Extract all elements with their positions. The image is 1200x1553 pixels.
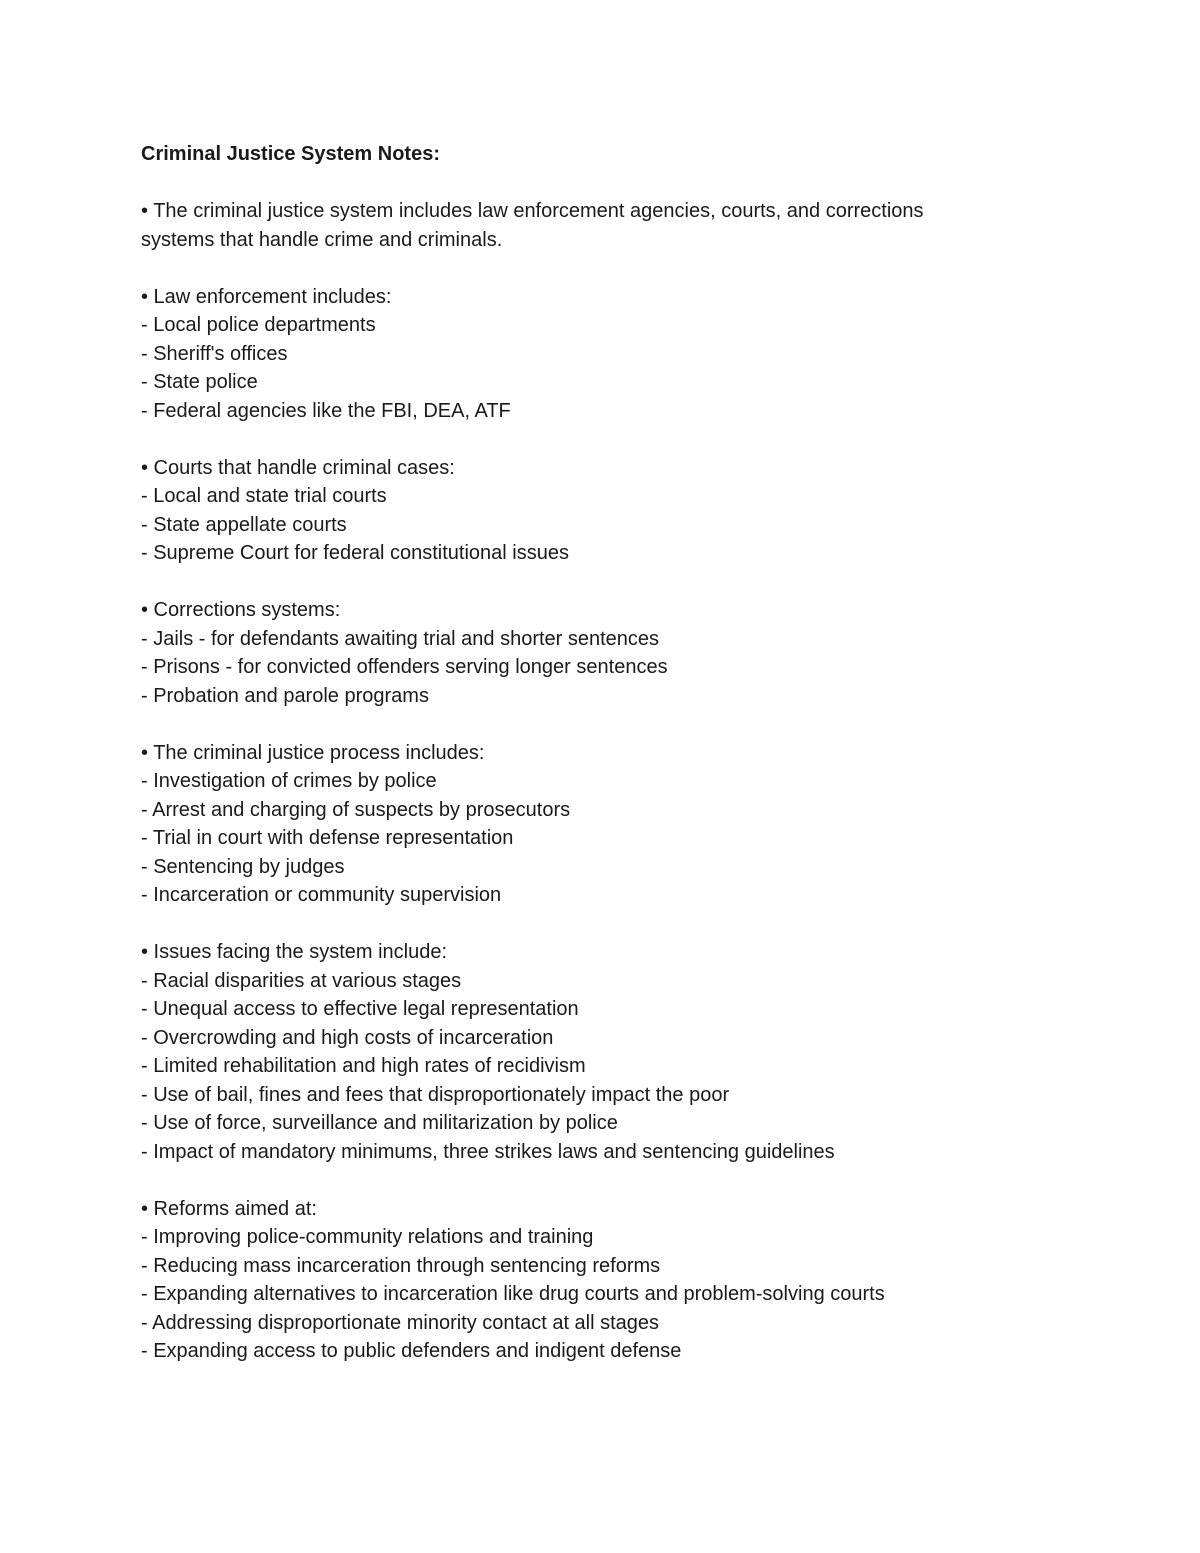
list-item: - Improving police-community relations and training — [141, 1226, 594, 1248]
section-heading: • Issues facing the system include: — [141, 941, 448, 963]
list-item: - State appellate courts — [141, 513, 347, 536]
list-item: - Reducing mass incarceration through sentencing reforms — [141, 1254, 661, 1277]
spacer — [141, 910, 1101, 939]
section-heading: • Corrections systems: — [141, 599, 341, 621]
notes-section — [141, 454, 1101, 568]
list-item: - Supreme Court for federal constitutional issues — [141, 542, 569, 564]
list-item: - Jails - for defendants awaiting trial and shorter sentences — [141, 627, 660, 650]
list-item: - Impact of mandatory minimums, three strikes laws and sentencing guidelines — [141, 1140, 835, 1163]
list-item: - Local police departments — [141, 314, 376, 336]
list-item: - Limited rehabilitation and high rates of recidivism — [141, 1055, 586, 1077]
list-item: - Prisons - for convicted offenders serving longer sentences — [141, 656, 668, 678]
list-item: - Expanding access to public defenders and indigent defense — [141, 1340, 682, 1362]
list-item: - Use of bail, fines and fees that disproportionately impact the poor — [141, 1083, 730, 1106]
spacer — [141, 254, 1101, 283]
spacer — [141, 1166, 1101, 1195]
spacer — [141, 169, 1101, 198]
intro-paragraph: • The criminal justice system includes law enforcement agencies, courts, and corrections systems that handle crime and criminals. — [141, 200, 924, 251]
list-item: - Incarceration or community supervision — [141, 884, 502, 906]
list-item: - Sheriff's offices — [141, 342, 288, 365]
list-item: - Unequal access to effective legal representation — [141, 998, 579, 1020]
spacer — [141, 710, 1101, 739]
list-item: - Local and state trial courts — [141, 485, 387, 507]
document-title: Criminal Justice System Notes: — [141, 143, 440, 165]
list-item: - Expanding alternatives to incarceration like drug courts and problem-solving courts — [141, 1283, 885, 1305]
notes-section — [141, 938, 1101, 1166]
list-item: - Trial in court with defense representation — [141, 827, 514, 849]
list-item: - Sentencing by judges — [141, 855, 345, 878]
list-item: - State police — [141, 371, 258, 393]
section-heading: • Law enforcement includes: — [141, 285, 392, 308]
spacer — [141, 568, 1101, 597]
notes-section — [141, 739, 1101, 910]
list-item: - Federal agencies like the FBI, DEA, ATF — [141, 399, 511, 422]
list-item: - Investigation of crimes by police — [141, 770, 437, 792]
list-item: - Overcrowding and high costs of incarceration — [141, 1026, 554, 1049]
notes-section — [141, 283, 1101, 426]
list-item: - Addressing disproportionate minority contact at all stages — [141, 1311, 660, 1334]
list-item: - Racial disparities at various stages — [141, 969, 462, 992]
section-heading: • Courts that handle criminal cases: — [141, 456, 455, 479]
section-heading: • Reforms aimed at: — [141, 1197, 317, 1220]
notes-sections — [141, 254, 1101, 1366]
spacer — [141, 425, 1101, 454]
list-item: - Use of force, surveillance and militarization by police — [141, 1112, 618, 1134]
notes-section — [141, 596, 1101, 710]
document-page — [141, 140, 1101, 1366]
notes-section — [141, 1195, 1101, 1366]
list-item: - Arrest and charging of suspects by prosecutors — [141, 798, 571, 821]
section-heading: • The criminal justice process includes: — [141, 741, 485, 764]
list-item: - Probation and parole programs — [141, 684, 429, 707]
